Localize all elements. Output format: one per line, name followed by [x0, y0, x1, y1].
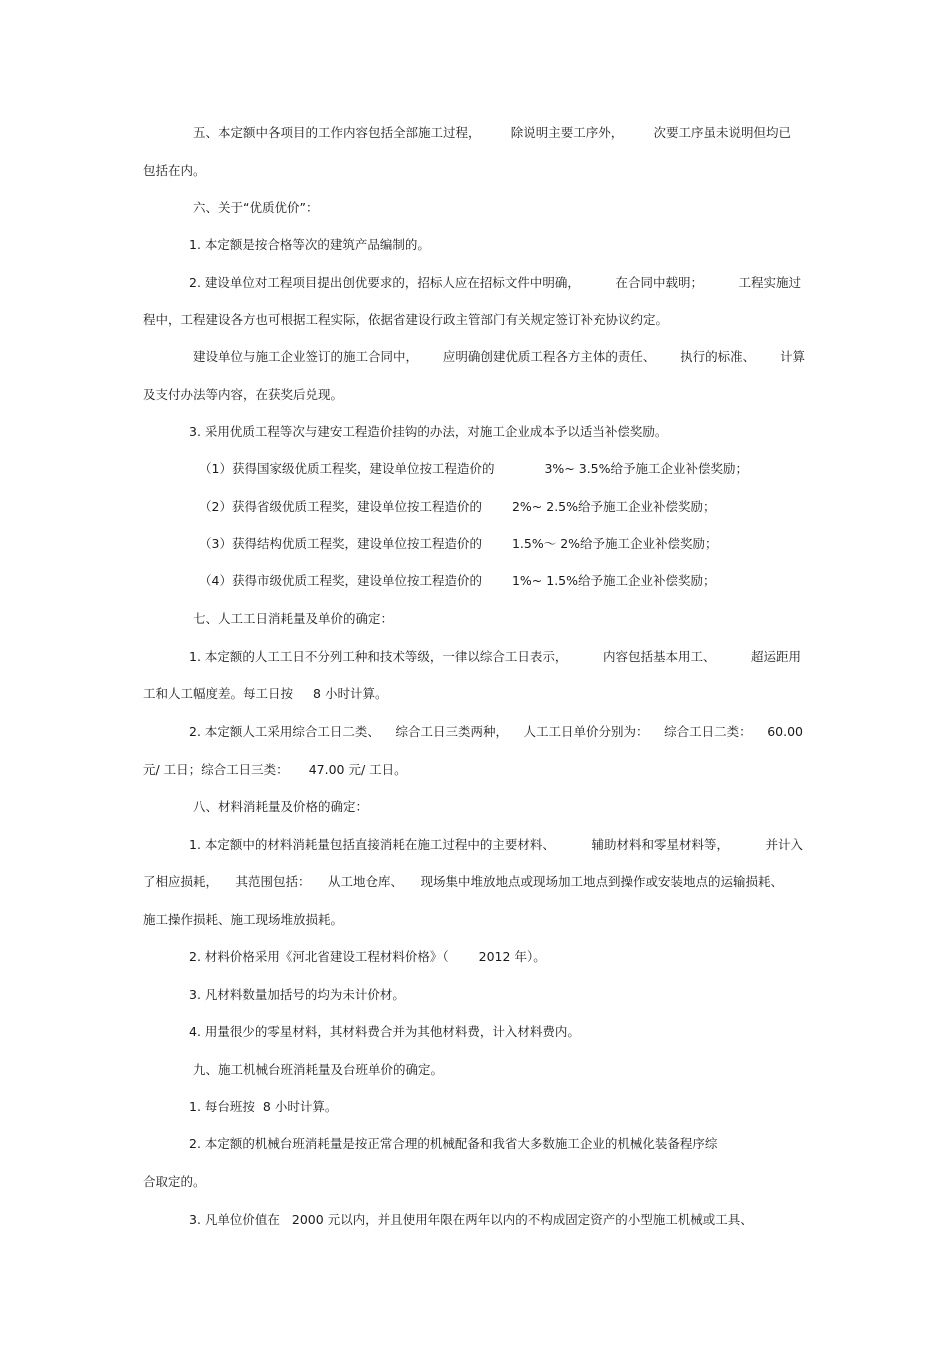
- paragraph-line: [189, 836, 803, 854]
- text-segment: 八、材料消耗量及价格的确定：: [193, 799, 369, 814]
- text-segment: 8 小时计算。: [313, 686, 388, 701]
- text-segment: 2012 年）。: [478, 949, 546, 964]
- text-segment: 次要工序虽未说明但均已: [653, 125, 791, 140]
- text-segment: 现场集中堆放地点或现场加工地点到操作或安装地点的运输损耗、: [420, 874, 783, 889]
- text-segment: 从工地仓库、: [327, 874, 403, 889]
- text-segment: 其范围包括：: [235, 874, 311, 889]
- text-segment: 五、本定额中各项目的工作内容包括全部施工过程，: [193, 125, 481, 140]
- text-segment: 六、关于“优质优价”：: [193, 200, 319, 215]
- text-segment: 工和人工幅度差。每工日按: [143, 686, 294, 701]
- text-segment: 九、施工机械台班消耗量及台班单价的确定。: [193, 1062, 444, 1077]
- paragraph-line: [143, 311, 823, 329]
- text-segment: 3. 凡单位价值在: [189, 1212, 280, 1227]
- text-segment: 辅助材料和零星材料等，: [591, 837, 729, 852]
- text-segment: 建设单位与施工企业签订的施工合同中，: [193, 349, 419, 364]
- paragraph-line: [199, 572, 879, 590]
- paragraph-line: [143, 873, 783, 891]
- paragraph-line: [189, 1098, 869, 1116]
- text-segment: 2000 元以内，并且使用年限在两年以内的不构成固定资产的小型施工机械或工具、: [291, 1212, 753, 1227]
- text-segment: 2. 建设单位对工程项目提出创优要求的，招标人应在招标文件中明确，: [189, 275, 580, 290]
- paragraph-line: [143, 1173, 823, 1191]
- section-heading: [193, 610, 873, 628]
- section-heading: [193, 1061, 873, 1079]
- text-segment: 8 小时计算。: [262, 1099, 338, 1114]
- text-segment: 程中，工程建设各方也可根据工程实际，依据省建设行政主管部门有关规定签订补充协议约定。: [143, 312, 669, 327]
- text-segment: 1. 本定额中的材料消耗量包括直接消耗在施工过程中的主要材料、: [189, 837, 555, 852]
- text-segment: 2. 材料价格采用《河北省建设工程材料价格》（: [189, 949, 449, 964]
- text-segment: 1.5%～ 2%给予施工企业补偿奖励；: [511, 536, 718, 551]
- text-segment: 2%~ 2.5%给予施工企业补偿奖励；: [511, 499, 716, 514]
- paragraph-line: [189, 648, 801, 666]
- paragraph-line: [189, 423, 869, 441]
- text-segment: 合取定的。: [143, 1174, 206, 1189]
- paragraph-line: [199, 460, 879, 478]
- text-segment: 包括在内。: [143, 163, 206, 178]
- text-segment: 施工操作损耗、施工现场堆放损耗。: [143, 912, 344, 927]
- paragraph-line: [193, 124, 791, 142]
- text-segment: 超运距用: [750, 649, 801, 664]
- text-segment: 2. 本定额的机械台班消耗量是按正常合理的机械配备和我省大多数施工企业的机械化装备程序综: [189, 1136, 718, 1151]
- text-segment: 了相应损耗，: [143, 874, 219, 889]
- paragraph-line: [143, 911, 823, 929]
- text-segment: 在合同中载明；: [615, 275, 703, 290]
- paragraph-line: [143, 685, 823, 703]
- text-segment: 1. 本定额的人工工日不分列工种和技术等级，一律以综合工日表示，: [189, 649, 568, 664]
- text-segment: 1. 本定额是按合格等次的建筑产品编制的。: [189, 237, 430, 252]
- text-segment: 1. 每台班按: [189, 1099, 255, 1114]
- text-segment: 工程实施过: [738, 275, 801, 290]
- paragraph-line: [143, 386, 823, 404]
- paragraph-line: [189, 948, 869, 966]
- text-segment: 内容包括基本用工、: [602, 649, 716, 664]
- paragraph-line: [199, 535, 879, 553]
- text-segment: 47.00 元/ 工日。: [308, 762, 407, 777]
- text-segment: 4. 用量很少的零星材料，其材料费合并为其他材料费，计入材料费内。: [189, 1024, 580, 1039]
- text-segment: 应明确创建优质工程各方主体的责任、: [442, 349, 656, 364]
- paragraph-line: [189, 1211, 869, 1229]
- paragraph-line: [189, 1023, 869, 1041]
- paragraph-line: [189, 274, 801, 292]
- paragraph-line: [189, 986, 869, 1004]
- paragraph-line: [143, 761, 823, 779]
- text-segment: 执行的标准、: [680, 349, 756, 364]
- text-segment: 除说明主要工序外，: [510, 125, 624, 140]
- paragraph-line: [143, 162, 823, 180]
- text-segment: 及支付办法等内容，在获奖后兑现。: [143, 387, 344, 402]
- text-segment: 3%~ 3.5%给予施工企业补偿奖励；: [544, 461, 749, 476]
- text-segment: 1%~ 1.5%给予施工企业补偿奖励；: [511, 573, 716, 588]
- text-segment: （3）获得结构优质工程奖，建设单位按工程造价的: [199, 536, 482, 551]
- text-segment: 60.00: [767, 724, 803, 739]
- text-segment: 2. 本定额人工采用综合工日二类、: [189, 724, 380, 739]
- paragraph-line: [189, 723, 803, 741]
- text-segment: 综合工日二类：: [664, 724, 752, 739]
- text-segment: 综合工日三类两种，: [395, 724, 508, 739]
- section-heading: [193, 199, 873, 217]
- text-segment: （1）获得国家级优质工程奖，建设单位按工程造价的: [199, 461, 495, 476]
- text-segment: （4）获得市级优质工程奖，建设单位按工程造价的: [199, 573, 482, 588]
- paragraph-line: [189, 1135, 869, 1153]
- text-segment: 3. 凡材料数量加括号的均为未计价材。: [189, 987, 405, 1002]
- text-segment: 七、人工工日消耗量及单价的确定：: [193, 611, 394, 626]
- text-segment: （2）获得省级优质工程奖，建设单位按工程造价的: [199, 499, 482, 514]
- text-segment: 3. 采用优质工程等次与建安工程造价挂钩的办法，对施工企业成本予以适当补偿奖励。: [189, 424, 668, 439]
- text-segment: 元/ 工日；综合工日三类：: [143, 762, 289, 777]
- text-segment: 计算: [779, 349, 805, 364]
- text-segment: 人工工日单价分别为：: [523, 724, 649, 739]
- paragraph-line: [193, 348, 805, 366]
- section-heading: [193, 798, 873, 816]
- paragraph-line: [189, 236, 869, 254]
- paragraph-line: [199, 498, 879, 516]
- text-segment: 并计入: [765, 837, 803, 852]
